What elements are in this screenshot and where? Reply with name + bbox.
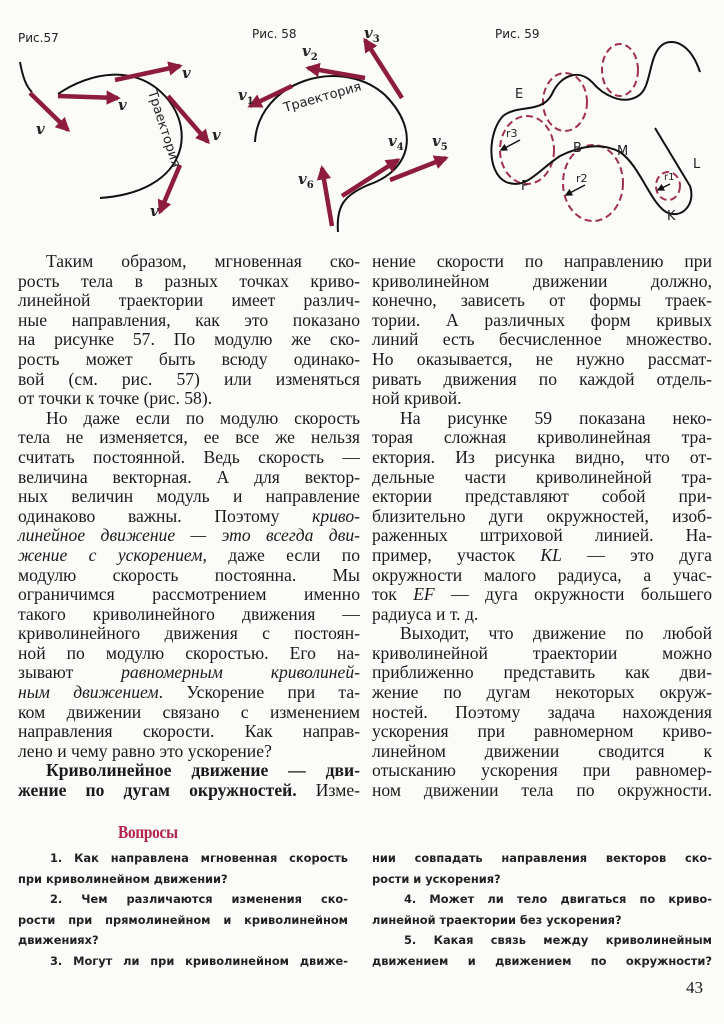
text-line [372,566,712,586]
text-span: криволинейном движении должно, [372,270,712,291]
text-line [18,546,360,566]
text-span: Изме- [296,780,361,801]
text-span: рости и ускорения? [372,871,501,886]
text-span: криволинейного движения с постоян- [18,623,360,644]
figure-59 [491,27,701,224]
text-line [18,781,360,801]
text-line [18,889,348,910]
page-number: 43 [686,978,703,997]
text-span: ток [372,584,414,605]
text-span: нение скорости по направлению при [372,251,712,271]
text-line [372,605,712,625]
text-span: линейной траектории без ускорения? [372,912,622,927]
text-line [372,781,712,801]
text-line [18,409,360,429]
text-span: 2. Чем различаются изменения ско- [50,892,348,907]
text-line [18,683,360,703]
text-span: вой (см. рис. 57) или изменяться [18,368,360,389]
text-line [18,389,360,409]
italic-text: KL [540,544,562,565]
text-span: пример, участок [372,544,541,565]
text-span: нии совпадать направления векторов ско- [372,851,712,865]
text-span: движениях? [18,933,99,948]
text-span: 3. Могут ли при криволинейном движе- [50,953,348,968]
text-line [18,350,360,370]
text-span: Но оказывается, не нужно рассмат- [372,348,712,369]
text-span: ной кривой. [372,388,462,409]
text-line [372,468,712,488]
velocity-label-v4: $v_4$ [388,132,404,153]
text-line [372,350,712,370]
text-span: при криволинейном движении? [18,871,228,886]
text-span: линейном движении сводится к [372,740,712,761]
text-span: тории. А различных форм кривых [372,309,712,330]
velocity-label-v3: $v_3$ [364,24,380,45]
text-span: — дуга окружности большего [434,584,713,605]
velocity-label-v6: $v_6$ [298,170,314,191]
text-line [18,468,360,488]
velocity-labels [238,24,448,191]
text-line [18,644,360,664]
text-line [372,869,712,890]
text-span: Но даже если по модулю скорость [46,407,360,428]
text-line [18,566,360,586]
text-span: конечно, зависеть от формы траек- [372,290,712,311]
text-line [372,683,712,703]
text-line [18,869,348,890]
velocity-label-v5: $v_5$ [432,132,448,153]
italic-text: ным движением [18,682,159,703]
text-span: от точки к точке (рис. 58). [18,388,213,409]
point-label-f: F [521,179,529,194]
text-line [372,761,712,781]
body-text-left-column [18,252,360,801]
text-span: величина векторная. А для вектор- [18,466,360,487]
text-span: ных величин модуль и направление [18,486,360,507]
text-span: ривать движения по каждой отдель- [372,368,712,389]
text-span: 4. Может ли тело двигаться по криво- [404,892,712,907]
text-span: движением и движением по окружности? [372,953,712,968]
figure-58-caption: Рис. 58 [252,27,297,41]
text-line [18,370,360,390]
text-span: ные направления, как это показано [18,309,360,330]
italic-text: жение с ускорением [18,544,203,565]
text-span: лено и чему равно это ускорение? [18,740,272,761]
italic-text: равномерным криволиней- [121,662,360,683]
velocity-label: v [36,120,45,138]
text-span: ком движении связано с изменением [18,701,360,722]
text-line [18,910,348,931]
velocity-label: v [150,202,159,220]
figure-58 [238,24,448,232]
text-line [372,252,712,272]
point-label-e: E [515,87,524,102]
text-span: ектория. Из рисунка видно, что от- [372,446,712,467]
text-span: одинаково важны. Поэтому [18,505,313,526]
point-label-k: K [667,209,676,224]
text-span: На рисунке 59 показана неко- [400,407,712,428]
text-span: тела не изменяется, ее все же нельзя [18,427,360,448]
text-span: линейной траектории имеет различ- [18,290,360,311]
italic-text: линейное движение — это всегда дви- [18,525,360,546]
bold-text: жение по дугам окружностей. [18,780,297,801]
text-line [372,428,712,448]
text-line [372,624,712,644]
text-span: жение по дугам некоторых окруж- [372,682,712,703]
text-line [372,448,712,468]
text-line [18,428,360,448]
text-line [372,291,712,311]
text-span: ектории представляют собой при- [372,486,712,507]
text-span: линий есть бесчисленное множество. [372,329,712,350]
text-line [18,291,360,311]
text-line [18,252,360,272]
text-span: считать постоянной. Ведь скорость — [18,446,360,467]
text-line [372,507,712,527]
text-span: 5. Какая связь между криволинейным [404,933,712,948]
point-label-l: L [693,157,701,172]
text-span: Таким образом, мгновенная ско- [46,251,360,271]
italic-text: EF [413,584,435,605]
text-line [18,487,360,507]
trajectory-label: Траектория [281,79,364,116]
text-span: ностей. Поэтому задача нахождения [372,701,712,722]
velocity-label: v [118,96,127,114]
text-line [18,742,360,762]
text-span: окружности малого радиуса, а учас- [372,564,712,585]
text-line [372,585,712,605]
text-span: радиуса и т. д. [372,603,479,624]
text-span: раженных штриховой линией. На- [372,525,712,546]
text-span: зывают [18,662,122,683]
questions-right-column [372,848,712,972]
text-span: рости при прямолинейном и криволинейном [18,912,348,927]
text-line [18,605,360,625]
text-line [372,546,712,566]
trajectory-label: Траектория [144,88,184,170]
text-line [372,311,712,331]
text-span: ограничимся рассмотрением именно [18,584,360,605]
text-line [372,703,712,723]
text-span: криволинейной траектории можно [372,642,712,663]
figure-59-caption: Рис. 59 [495,27,540,41]
text-span: рость тела в разных точках криво- [18,270,360,291]
figures [0,0,724,245]
text-span: приближенно представить как дви- [372,662,712,683]
text-line [372,330,712,350]
text-span: Выходит, что движение по любой [400,623,712,644]
text-line [372,487,712,507]
text-span: отысканию ускорения при равномер- [372,760,712,781]
dashed-circles [500,44,680,221]
velocity-label: v [212,126,221,144]
velocity-label-v1: $v_1$ [238,86,254,107]
italic-text: криво- [312,505,360,526]
questions-left-column [18,848,348,972]
text-line [372,722,712,742]
text-line [18,585,360,605]
text-span: ном движении тела по окружности. [372,780,712,801]
text-line [372,409,712,429]
velocity-label-v2: $v_2$ [302,42,318,63]
radius-label-r1: r1 [664,172,675,183]
bold-text: Криволинейное движение — дви- [46,760,360,781]
text-span: дельные части криволинейной тра- [372,466,712,487]
text-span: торая сложная криволинейная тра- [372,427,712,448]
text-line [18,722,360,742]
text-line [372,644,712,664]
text-span: такого криволинейного движения — [18,603,360,624]
text-line [18,951,348,972]
text-span: , даже если по [202,544,360,565]
text-span: направления скорости. Как направ- [18,721,360,742]
text-line [18,703,360,723]
text-line [372,951,712,972]
text-line [18,761,360,781]
velocity-label: v [182,64,191,82]
text-line [18,330,360,350]
text-span: ускорения при равномерном криво- [372,721,712,742]
text-line [18,311,360,331]
text-line [372,370,712,390]
text-span: . Ускорение при та- [158,682,360,703]
text-line [18,848,348,869]
figure-57 [18,31,221,220]
radius-label-r2: r2 [576,172,588,185]
text-span: модулю скорость постоянна. Мы [18,564,360,585]
text-line [372,848,712,869]
trajectory-curve [20,62,32,92]
text-span: — это дуга [561,544,712,565]
text-line [372,389,712,409]
text-line [18,624,360,644]
text-line [372,930,712,951]
text-line [18,507,360,527]
text-line [18,663,360,683]
text-line [372,910,712,931]
point-label-m: M [617,144,629,159]
body-text-right-column [372,252,712,801]
text-line [18,526,360,546]
text-span: ной по модулю скоростью. Его на- [18,642,360,663]
text-line [18,448,360,468]
text-span: рость может быть всюду одинако- [18,348,360,369]
text-line [18,272,360,292]
text-line [372,272,712,292]
text-span: близительно дуги окружностей, изоб- [372,505,712,526]
text-line [372,742,712,762]
radius-label-r3: r3 [506,127,518,140]
text-span: на рисунке 57. По модулю же ско- [18,329,360,350]
text-line [372,526,712,546]
questions-heading: Вопросы [118,822,178,842]
figure-57-caption: Рис.57 [18,31,59,45]
text-span: 1. Как направлена мгновенная скорость [50,851,348,865]
text-line [18,930,348,951]
point-label-b: B [573,141,582,156]
text-line [372,889,712,910]
text-line [372,663,712,683]
